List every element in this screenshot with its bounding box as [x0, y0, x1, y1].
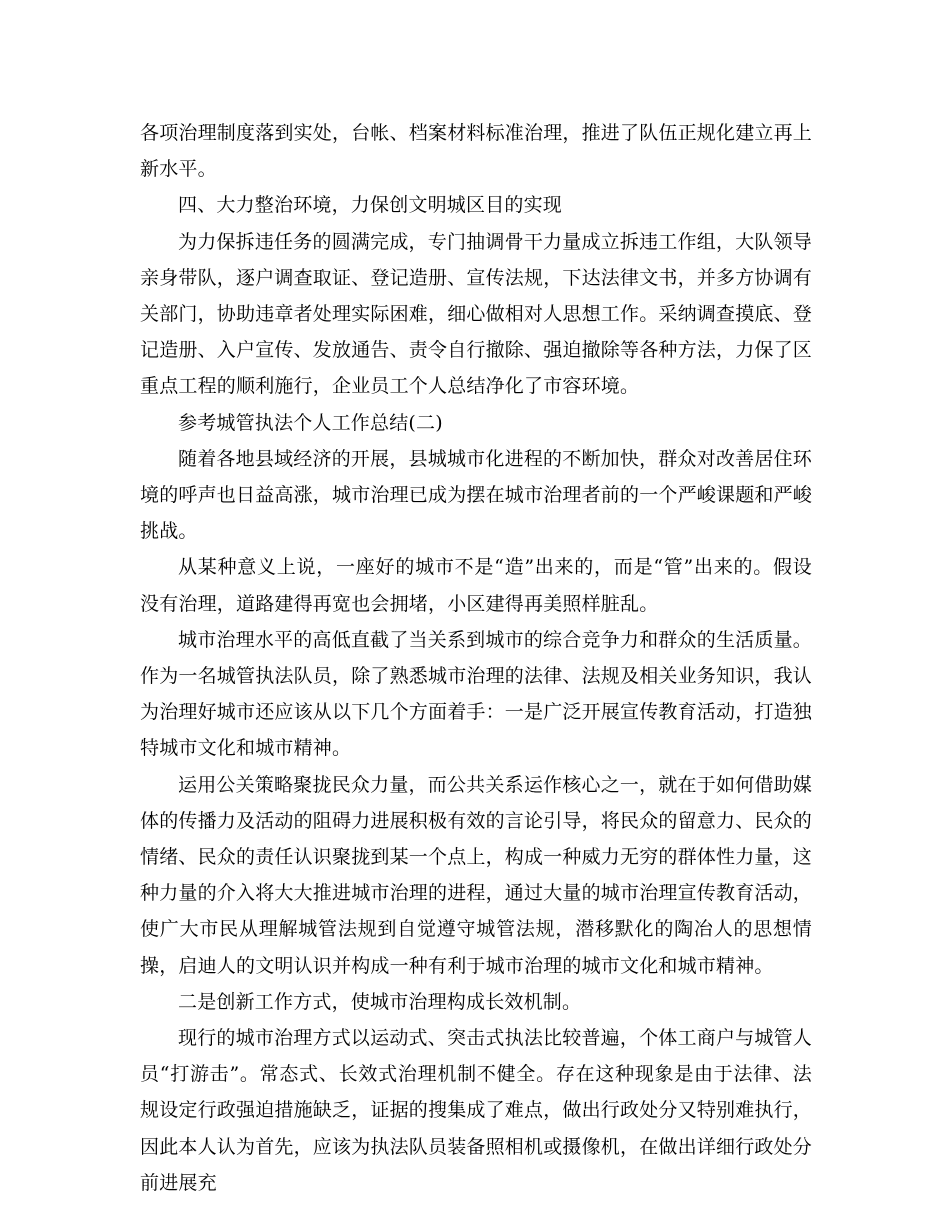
paragraph-public-relations: 运用公关策略聚拢民众力量，而公共关系运作核心之一，就在于如何借助媒体的传播力及活动的阻碍力进展积极有效的言论引导，将民众的留意力、民众的情绪、民众的责任认识聚拢到某一个点上，构成一种威力无穷的群体性力量，这种力量的介入将大大推进城市治理的进程，通过大量的城市治理宣传教育活动，使广大市民从理解城管法规到自觉遵守城管法规，潜移默化的陶冶人的思想情操，启迪人的文明认识并构成一种有利于城市治理的城市文化和城市精神。	[140, 773, 813, 977]
paragraph-city-managed: 从某种意义上说，一座好的城市不是“造”出来的，而是“管”出来的。假设没有治理，道路建得再宽也会拥堵，小区建得再美照样脏乱。	[140, 556, 812, 615]
section-heading-innovation: 二是创新工作方式，使城市治理构成长效机制。	[178, 990, 582, 1013]
paragraph-governance-level: 城市治理水平的高低直截了当关系到城市的综合竞争力和群众的生活质量。作为一名城管执法队员，除了熟悉城市治理的法律、法规及相关业务知识，我认为治理好城市还应该从以下几个方面着手：一是广泛开展宣传教育活动，打造独特城市文化和城市精神。	[140, 628, 813, 760]
paragraph-urbanization: 随着各地县域经济的开展，县城城市化进程的不断加快，群众对改善居住环境的呼声也日益高涨，城市治理已成为摆在城市治理者前的一个严峻课题和严峻挑战。	[140, 447, 813, 543]
section-heading-summary-two: 参考城管执法个人工作总结(二)	[178, 411, 443, 434]
paragraph-current-methods: 现行的城市治理方式以运动式、突击式执法比较普遍，个体工商户与城管人员“打游击”。常态式、长效式治理机制不健全。存在这种现象是由于法律、法规设定行政强迫措施缺乏，证据的搜集成了难点，做出行政处分又特别难执行，因此本人认为首先，应该为执法队员装备照相机或摄像机，在做出详细行政处分前进展充	[140, 1027, 813, 1194]
section-heading-environment: 四、大力整治环境，力保创文明城区目的实现	[178, 194, 563, 217]
paragraph-continuation: 各项治理制度落到实处，台帐、档案材料标准治理，推进了队伍正规化建立再上新水平。	[140, 122, 813, 181]
document-body	[140, 115, 812, 1201]
paragraph-demolition: 为力保拆违任务的圆满完成，专门抽调骨干力量成立拆违工作组，大队领导亲身带队，逐户调查取证、登记造册、宣传法规，下达法律文书，并多方协调有关部门，协助违章者处理实际困难，细心做相对人思想工作。采纳调查摸底、登记造册、入户宣传、发放通告、责令自行撤除、强迫撤除等各种方法，力保了区重点工程的顺利施行，企业员工个人总结净化了市容环境。	[140, 230, 813, 398]
